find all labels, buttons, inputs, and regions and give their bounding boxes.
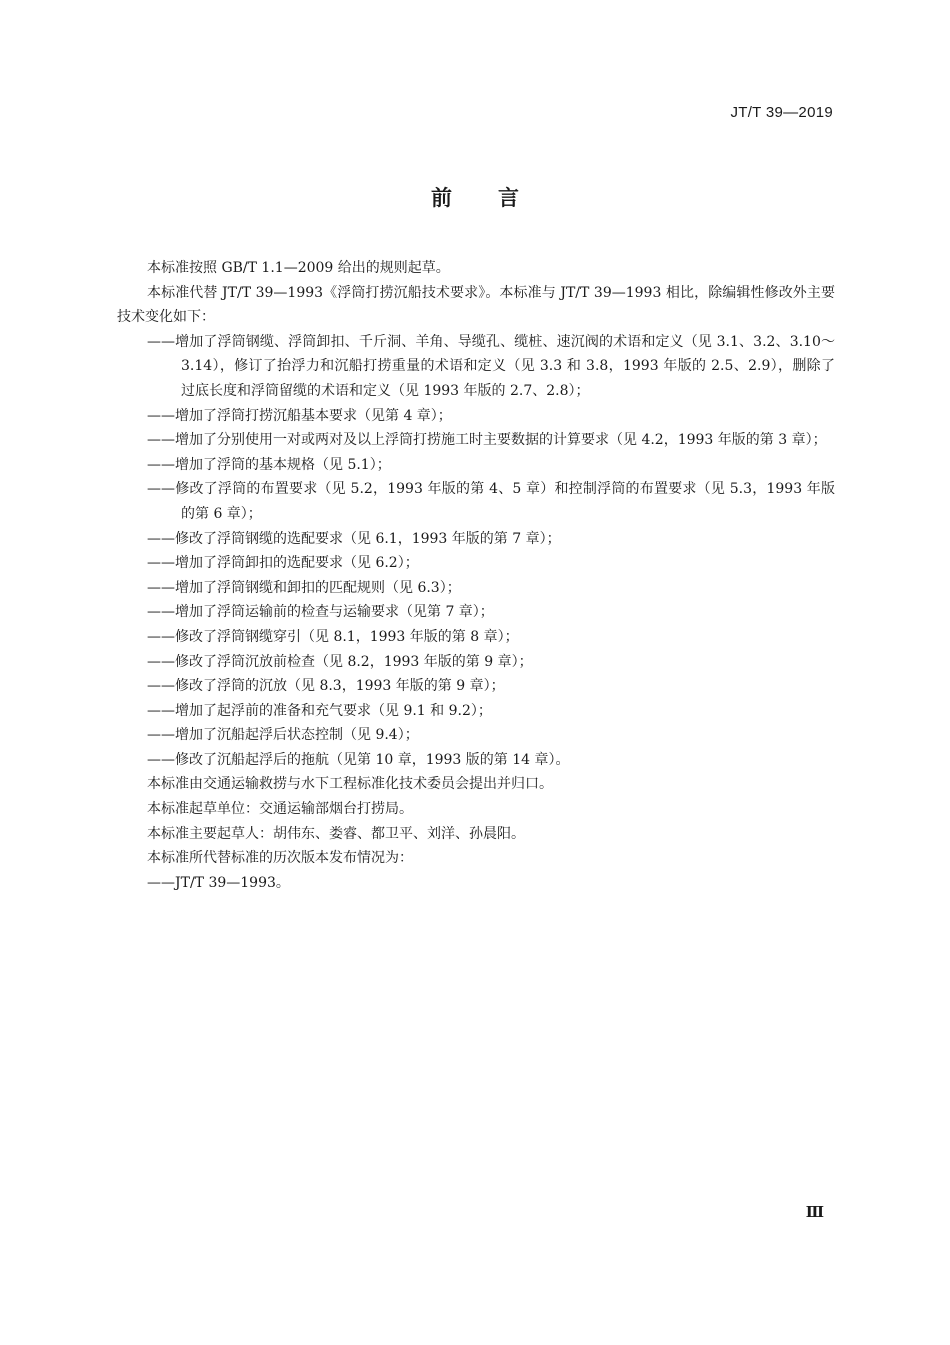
history-item: ——JT/T 39—1993。	[147, 874, 290, 891]
change-item: ——修改了浮筒钢缆的选配要求（见 6.1，1993 年版的第 7 章）；	[147, 530, 561, 547]
paragraph: 本标准起草单位：交通运输部烟台打捞局。	[147, 801, 413, 818]
change-item: ——增加了沉船起浮后状态控制（见 9.4）；	[147, 727, 419, 744]
document-code: JT/T 39—2019	[730, 104, 833, 121]
change-item: ——增加了浮筒卸扣的选配要求（见 6.2）；	[147, 555, 419, 572]
foreword-body	[117, 256, 835, 895]
page-title: 前言	[431, 186, 565, 210]
change-item: ——增加了起浮前的准备和充气要求（见 9.1 和 9.2）；	[147, 702, 492, 719]
change-item: ——修改了浮筒沉放前检查（见 8.2，1993 年版的第 9 章）；	[147, 653, 533, 670]
page-number: Ⅲ	[805, 1203, 824, 1221]
change-item: ——修改了浮筒钢缆穿引（见 8.1，1993 年版的第 8 章）；	[147, 628, 519, 645]
paragraph: 本标准主要起草人：胡伟东、娄睿、都卫平、刘洋、孙晨阳。	[147, 825, 525, 842]
paragraph: 本标准代替 JT/T 39—1993《浮筒打捞沉船技术要求》。本标准与 JT/T 39—1993 相比，除编辑性修改外主要技术变化如下：	[117, 284, 835, 326]
change-item: ——增加了浮筒钢缆、浮筒卸扣、千斤洞、羊角、导缆孔、缆桩、速沉阀的术语和定义（见 3.1、3.2、3.10～3.14），修订了抬浮力和沉船打捞重量的术语和定义（见 3.3 和 3.8，1993 年版的 2.5、2.9），删除了过底长度和浮筒留缆的术语和定义（见 1993 年版的 2.7、2.8）；	[147, 333, 835, 399]
change-item: ——增加了浮筒打捞沉船基本要求（见第 4 章）；	[147, 407, 452, 424]
change-item: ——修改了浮筒的沉放（见 8.3，1993 年版的第 9 章）；	[147, 678, 505, 695]
change-item: ——增加了分别使用一对或两对及以上浮筒打捞施工时主要数据的计算要求（见 4.2，1993 年版的第 3 章）；	[147, 432, 827, 449]
paragraph: 本标准所代替标准的历次版本发布情况为：	[147, 850, 413, 867]
change-item: ——修改了沉船起浮后的拖航（见第 10 章，1993 版的第 14 章）。	[147, 751, 570, 768]
change-item: ——增加了浮筒钢缆和卸扣的匹配规则（见 6.3）；	[147, 579, 461, 596]
change-item: ——修改了浮筒的布置要求（见 5.2，1993 年版的第 4、5 章）和控制浮筒的布置要求（见 5.3，1993 年版的第 6 章）；	[147, 481, 835, 522]
paragraph: 本标准由交通运输救捞与水下工程标准化技术委员会提出并归口。	[147, 776, 553, 793]
change-item: ——增加了浮筒的基本规格（见 5.1）；	[147, 456, 391, 473]
change-item: ——增加了浮筒运输前的检查与运输要求（见第 7 章）；	[147, 604, 494, 621]
paragraph: 本标准按照 GB/T 1.1—2009 给出的规则起草。	[147, 260, 450, 276]
